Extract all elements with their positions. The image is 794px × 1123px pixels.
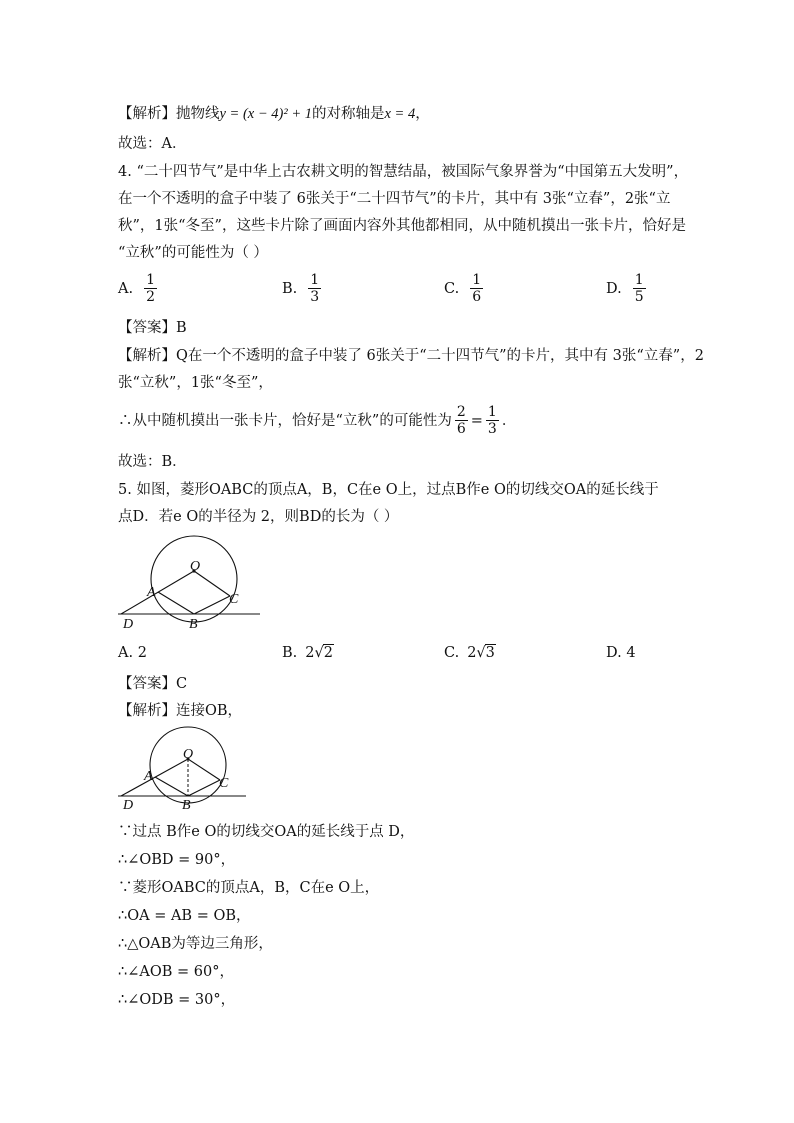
fraction: [486, 404, 499, 437]
numerator: 1: [634, 272, 644, 288]
equals: =: [470, 412, 483, 429]
label-c: C: [229, 592, 239, 607]
step-4: ∴OA = AB = OB，: [118, 908, 251, 924]
analysis-line-parabola: [118, 104, 430, 124]
coefficient: 2: [467, 645, 477, 661]
q4-choice-d: [606, 272, 649, 305]
side-oc: [188, 759, 220, 780]
circle-o: [151, 536, 237, 622]
q5-answer: 【答案】C: [118, 676, 188, 692]
coefficient: 2: [305, 645, 315, 661]
q4-line2: 在一个不透明的盒子中装了 6张关于“二十四节气”的卡片，其中有 3张“立春”，2张“立: [118, 191, 671, 207]
side-ab: [155, 777, 188, 796]
fraction: [470, 272, 483, 305]
step-2: ∴∠OBD = 90°，: [118, 852, 236, 868]
choice-label: D.: [606, 280, 622, 297]
denominator: 3: [487, 421, 497, 437]
q4-exp1: 【解析】Q在一个不透明的盒子中装了 6张关于“二十四节气”的卡片，其中有 3张“立春”，2: [118, 348, 704, 364]
q5-exp-intro: 【解析】连接OB，: [118, 703, 243, 719]
q5-choice-a: [118, 645, 147, 661]
q5-figure: [118, 530, 268, 632]
choice-label: B.: [282, 645, 298, 661]
q4-choice-b: [282, 272, 324, 305]
choice-label: C.: [444, 280, 460, 297]
q4-select: 故选：B．: [118, 454, 187, 470]
exp3-text: ∴从中随机摸出一张卡片，恰好是“立秋”的可能性为: [118, 412, 452, 429]
denominator: 5: [634, 289, 644, 305]
side-ab: [158, 592, 194, 614]
q5-choice-c: [444, 645, 496, 661]
axis-text: 的对称轴是: [311, 106, 385, 122]
q5-choice-b: [282, 645, 334, 661]
numerator: 1: [472, 272, 482, 288]
choice-label: A.: [118, 280, 134, 297]
axis-answer: x = 4: [384, 106, 416, 122]
label-b: B: [182, 798, 191, 812]
fraction: [144, 272, 157, 305]
step-7: ∴∠ODB = 30°，: [118, 992, 236, 1008]
label-d: D: [123, 617, 134, 632]
analysis-prefix: 【解析】抛物线: [118, 106, 220, 122]
step-5: ∴△OAB为等边三角形，: [118, 936, 273, 952]
punct: ，: [415, 106, 430, 122]
q5-line2: 点D．若e O的半径为 2，则BD的长为（ ）: [118, 509, 399, 525]
step-3: ∵菱形OABC的顶点A，B，C在e O上，: [118, 880, 380, 896]
side-oc: [194, 571, 230, 596]
q5-figure-solution: [118, 722, 258, 812]
q4-line1: 4. “二十四节气”是中华上古农耕文明的智慧结晶，被国际气象界誉为“中国第五大发明”，: [118, 164, 689, 180]
q4-line3: 秋”，1张“冬至”，这些卡片除了画面内容外其他都相同，从中随机摸出一张卡片，恰好是: [118, 218, 686, 234]
q4-choice-c: [444, 272, 486, 305]
sqrt: √2: [314, 645, 333, 661]
step-6: ∴∠AOB = 60°，: [118, 964, 234, 980]
q4-exp2: 张“立秋”，1张“冬至”，: [118, 375, 273, 391]
step-1: ∵过点 B作e O的切线交OA的延长线于点 D，: [118, 824, 415, 840]
label-d: D: [123, 798, 134, 812]
parabola-formula: y = (x − 4)² + 1: [219, 106, 312, 122]
q4-exp3: [118, 404, 516, 437]
label-a: A: [147, 585, 156, 600]
denominator: 3: [310, 289, 320, 305]
denominator: 6: [456, 421, 466, 437]
fraction: [633, 272, 646, 305]
choice-label: B.: [282, 280, 298, 297]
punct: ．: [501, 412, 517, 429]
label-c: C: [219, 776, 229, 791]
label-o: O: [190, 559, 201, 574]
label-o: O: [183, 747, 194, 762]
side-bc: [188, 780, 220, 796]
choice-label: A. 2: [118, 645, 147, 661]
q4-line4: “立秋”的可能性为（ ）: [118, 245, 268, 261]
radicand: 3: [485, 645, 495, 661]
fraction: [308, 272, 321, 305]
denominator: 2: [146, 289, 156, 305]
denominator: 6: [472, 289, 482, 305]
fraction: [455, 404, 468, 437]
label-a: A: [144, 769, 153, 784]
select-a: 故选：A．: [118, 136, 187, 152]
label-b: B: [189, 617, 198, 632]
numerator: 2: [456, 404, 466, 420]
choice-label: D. 4: [606, 645, 636, 661]
sqrt: √3: [476, 645, 495, 661]
q5-choice-d: [606, 645, 636, 661]
radicand: 2: [323, 645, 333, 661]
q4-answer: 【答案】B: [118, 320, 187, 336]
numerator: 1: [487, 404, 497, 420]
side-bc: [194, 596, 230, 614]
numerator: 1: [310, 272, 320, 288]
choice-label: C.: [444, 645, 460, 661]
q4-choice-a: [118, 272, 160, 305]
q5-line1: 5. 如图，菱形OABC的顶点A，B，C在e O上，过点B作e O的切线交OA的延长线于: [118, 482, 659, 498]
numerator: 1: [146, 272, 156, 288]
